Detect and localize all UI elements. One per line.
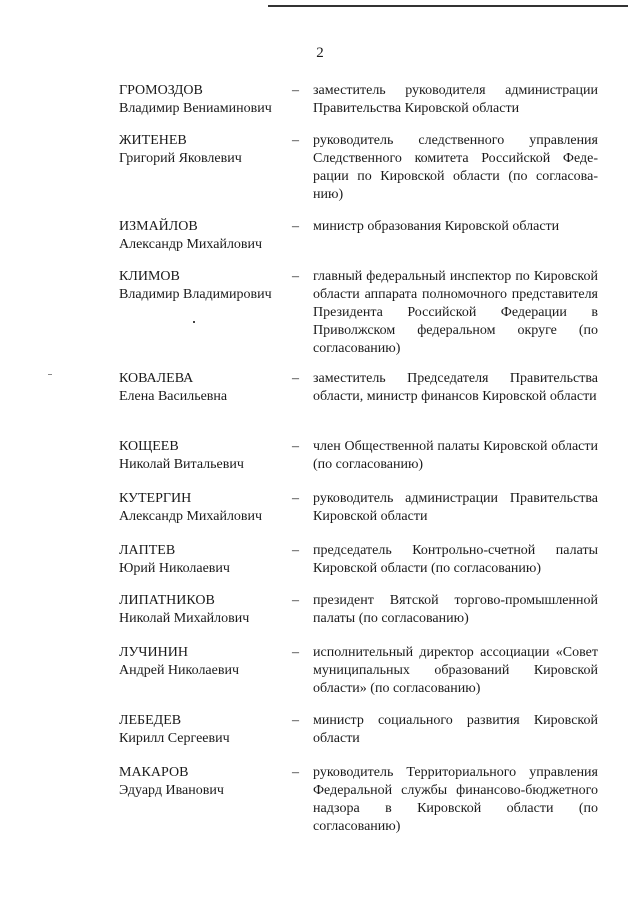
member-given-name: Григорий Яковлевич [119,151,242,166]
member-name [119,712,289,748]
member-role: главный федеральный инспектор по Кировской области аппарата полномочного представителя Президента Российской Федерации в Приволжском федеральном округе (по согласованию) [313,269,598,356]
top-rule [268,5,628,7]
member-name [119,132,289,168]
member-surname: КОВАЛЕВА [119,371,194,386]
member-surname: ЛЕБЕДЕВ [119,713,182,728]
member-role: председатель Контрольно-счетной палаты Кировской области (по согласованию) [313,543,598,576]
member-name [119,218,289,254]
member-surname: КОЩЕЕВ [119,439,179,454]
page-number: 2 [316,45,324,61]
member-role: заместитель руководителя администрации Правительства Кировской области [313,83,598,116]
separator-dash: – [292,593,299,608]
member-given-name: Николай Михайлович [119,611,250,626]
member-role: руководитель следственного управления Следственного комитета Российской Федерации по Кировской области (по согласованию) [313,133,598,202]
member-given-name: Юрий Николаевич [119,561,230,576]
member-name [119,370,289,406]
member-surname: ЛИПАТНИКОВ [119,593,215,608]
member-role: министр образования Кировской области [313,219,560,234]
member-surname: ГРОМОЗДОВ [119,83,203,98]
separator-dash: – [292,439,299,454]
member-role: президент Вятской торгово-промышленной палаты (по согласованию) [313,593,598,626]
member-name [119,592,289,628]
member-given-name: Александр Михайлович [119,237,263,252]
member-surname: МАКАРОВ [119,765,189,780]
member-name [119,764,289,800]
member-surname: КУТЕРГИН [119,491,192,506]
separator-dash: – [292,491,299,506]
member-surname: ЛУЧИНИН [119,645,188,660]
separator-dash: – [292,765,299,780]
member-name [119,542,289,578]
member-surname: ЖИТЕНЕВ [119,133,187,148]
member-given-name: Владимир Вениаминович [119,101,272,116]
member-role: член Общественной палаты Кировской области (по согласованию) [313,439,598,472]
separator-dash: – [292,713,299,728]
member-given-name: Андрей Николаевич [119,663,239,678]
member-role: заместитель Председателя Правительства области, министр финансов Кировской области [313,371,598,404]
member-surname: ИЗМАЙЛОВ [119,219,198,234]
member-name [119,644,289,680]
scan-mark [48,374,52,375]
scan-speck [193,321,195,323]
member-given-name: Александр Михайлович [119,509,263,524]
separator-dash: – [292,219,299,234]
member-role: руководитель администрации Правительства Кировской области [313,491,598,524]
member-given-name: Эдуард Иванович [119,783,224,798]
separator-dash: – [292,83,299,98]
member-surname: ЛАПТЕВ [119,543,176,558]
member-given-name: Елена Васильевна [119,389,228,404]
member-role: исполнительный директор ассоциации «Совет муниципальных образований Кировской области» (по согласованию) [313,645,598,696]
member-given-name: Кирилл Сергеевич [119,731,230,746]
member-role: руководитель Территориального управления Федеральной службы финансово-бюджетного надзора в Кировской области (по согласованию) [313,765,598,834]
member-name [119,438,289,474]
separator-dash: – [292,269,299,284]
separator-dash: – [292,133,299,148]
member-given-name: Николай Витальевич [119,457,244,472]
member-name [119,82,289,118]
member-role: министр социального развития Кировской области [313,713,598,746]
separator-dash: – [292,645,299,660]
member-name [119,268,289,304]
member-surname: КЛИМОВ [119,269,180,284]
member-name [119,490,289,526]
separator-dash: – [292,543,299,558]
member-given-name: Владимир Владимирович [119,287,272,302]
separator-dash: – [292,371,299,386]
